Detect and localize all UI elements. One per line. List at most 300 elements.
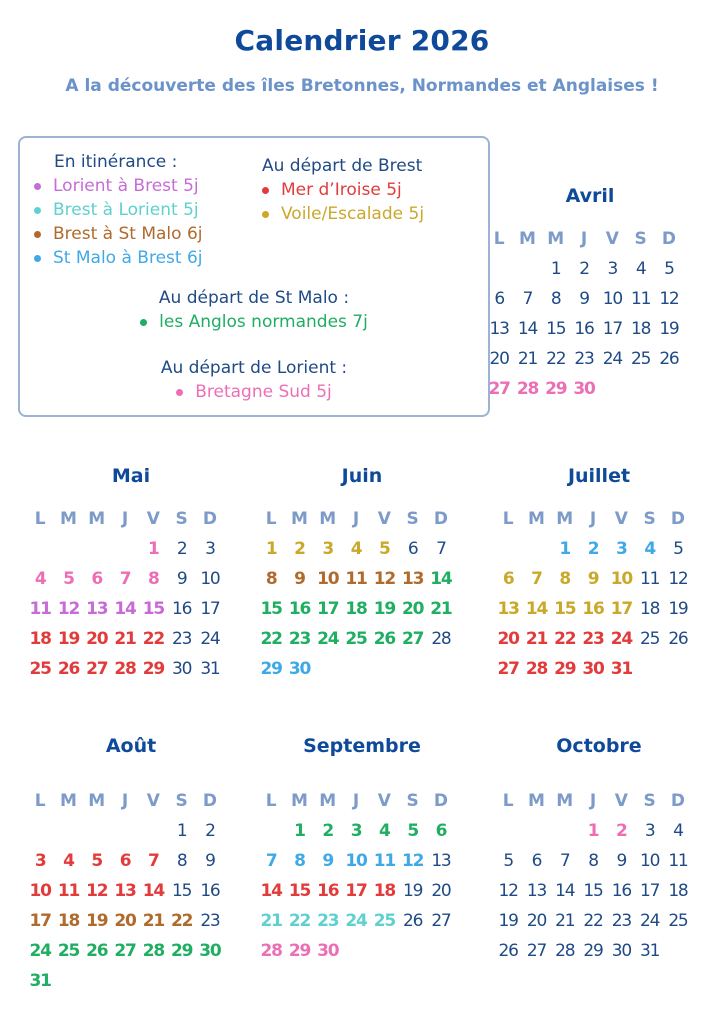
legend-group-stmalo xyxy=(20,286,488,334)
day-cell: 5 xyxy=(63,569,74,589)
day-cell: 19 xyxy=(659,319,679,339)
day-cell: 18 xyxy=(631,319,651,339)
day-cell: 5 xyxy=(91,851,103,871)
day-cell: 9 xyxy=(587,569,599,589)
day-cell: 10 xyxy=(640,851,660,871)
day-cell: 22 xyxy=(554,629,576,649)
day-cell: 21 xyxy=(430,599,452,619)
day-cell: 1 xyxy=(587,821,599,841)
empty-cell xyxy=(26,816,54,846)
day-cell: 15 xyxy=(554,599,576,619)
day-cell: 21 xyxy=(260,911,282,931)
day-cell: 21 xyxy=(555,911,575,931)
day-cell: 24 xyxy=(610,629,632,649)
day-cell: 29 xyxy=(583,941,603,961)
legend-heading: Au départ de Brest xyxy=(262,156,423,176)
day-cell: 17 xyxy=(602,319,622,339)
day-cell: 31 xyxy=(200,659,220,679)
month-name: Juillet xyxy=(567,465,631,487)
day-cell: 19 xyxy=(403,881,423,901)
bullet-icon xyxy=(262,211,269,218)
day-cell: 30 xyxy=(582,659,604,679)
bullet-icon xyxy=(176,389,183,396)
day-cell: 29 xyxy=(260,659,282,679)
day-cell: 20 xyxy=(489,349,509,369)
day-cell: 5 xyxy=(673,539,683,559)
day-cell: 3 xyxy=(616,539,627,559)
day-cell: 24 xyxy=(345,911,367,931)
page-title: Calendrier 2026 xyxy=(234,24,490,57)
weekday-label: V xyxy=(614,791,628,811)
day-cell: 25 xyxy=(631,349,651,369)
day-cell: 25 xyxy=(640,629,660,649)
day-cell: 2 xyxy=(294,539,305,559)
month-grid xyxy=(26,504,236,684)
weekday-label: D xyxy=(202,509,217,529)
legend-item-label: Brest à Lorient 5j xyxy=(53,200,199,220)
day-cell: 13 xyxy=(86,599,108,619)
day-cell: 21 xyxy=(525,629,548,649)
weekday-label: V xyxy=(605,229,619,249)
day-cell: 12 xyxy=(402,851,424,871)
day-cell: 28 xyxy=(260,941,282,961)
weekday-label: M xyxy=(527,509,545,529)
day-cell: 10 xyxy=(610,569,632,589)
day-cell: 28 xyxy=(431,629,451,649)
weekday-label: M xyxy=(290,791,308,811)
day-cell: 4 xyxy=(34,569,46,589)
empty-cell xyxy=(257,816,285,846)
day-cell: 4 xyxy=(635,259,646,279)
day-cell: 15 xyxy=(288,881,311,901)
day-cell: 24 xyxy=(317,629,339,649)
legend-group-itinerance xyxy=(34,150,203,270)
day-cell: 12 xyxy=(668,569,688,589)
day-cell: 7 xyxy=(436,539,446,559)
day-cell: 23 xyxy=(317,911,339,931)
day-cell: 10 xyxy=(29,881,51,901)
day-cell: 8 xyxy=(588,851,598,871)
day-cell: 19 xyxy=(498,911,518,931)
day-cell: 22 xyxy=(583,911,603,931)
day-cell: 18 xyxy=(57,911,80,931)
weekday-label: S xyxy=(634,229,647,249)
month-juin xyxy=(257,462,467,684)
day-cell: 28 xyxy=(555,941,575,961)
legend-item xyxy=(20,380,488,404)
day-cell: 17 xyxy=(317,599,339,619)
day-cell: 9 xyxy=(616,851,627,871)
weekday-label: S xyxy=(175,791,188,811)
month-name: Juin xyxy=(341,465,383,487)
legend-item xyxy=(34,174,203,198)
weekday-label: J xyxy=(589,791,597,811)
day-cell: 20 xyxy=(114,911,136,931)
weekday-label: M xyxy=(88,509,106,529)
legend-heading: Au départ de Lorient : xyxy=(160,358,348,378)
weekday-label: L xyxy=(502,509,514,529)
day-cell: 10 xyxy=(200,569,220,589)
day-cell: 19 xyxy=(668,599,688,619)
day-cell: 20 xyxy=(431,881,451,901)
day-cell: 14 xyxy=(517,319,538,339)
day-cell: 10 xyxy=(317,569,339,589)
day-cell: 9 xyxy=(176,569,187,589)
day-cell: 1 xyxy=(559,539,571,559)
day-cell: 26 xyxy=(659,349,679,369)
empty-cell xyxy=(551,816,579,846)
weekday-label: S xyxy=(643,509,656,529)
day-cell: 13 xyxy=(526,881,547,901)
weekday-label: J xyxy=(589,509,597,529)
empty-cell xyxy=(54,816,82,846)
month-grid xyxy=(26,786,236,996)
day-cell: 23 xyxy=(611,911,631,931)
day-cell: 23 xyxy=(574,349,594,369)
day-cell: 25 xyxy=(373,911,395,931)
day-cell: 4 xyxy=(63,851,74,871)
empty-cell xyxy=(513,254,541,284)
weekday-label: V xyxy=(146,791,160,811)
day-cell: 4 xyxy=(379,821,390,841)
bullet-icon xyxy=(34,207,41,214)
day-cell: 10 xyxy=(345,851,367,871)
day-cell: 17 xyxy=(200,599,220,619)
weekday-label: J xyxy=(121,791,129,811)
day-cell: 1 xyxy=(294,821,305,841)
weekday-label: M xyxy=(59,509,77,529)
day-cell: 26 xyxy=(668,629,688,649)
weekday-label: L xyxy=(502,791,514,811)
day-cell: 1 xyxy=(265,539,277,559)
day-cell: 23 xyxy=(200,911,220,931)
weekday-label: M xyxy=(547,229,565,249)
day-cell: 13 xyxy=(497,599,519,619)
day-cell: 25 xyxy=(668,911,688,931)
day-cell: 25 xyxy=(345,629,367,649)
day-cell: 12 xyxy=(86,881,108,901)
day-cell: 15 xyxy=(583,881,603,901)
day-cell: 3 xyxy=(205,539,215,559)
bullet-icon xyxy=(262,187,269,194)
day-cell: 26 xyxy=(86,941,108,961)
bullet-icon xyxy=(34,183,41,190)
empty-cell xyxy=(111,534,139,564)
empty-cell xyxy=(139,816,167,846)
weekday-label: S xyxy=(643,791,656,811)
day-cell: 8 xyxy=(559,569,571,589)
day-cell: 7 xyxy=(148,851,159,871)
day-cell: 3 xyxy=(322,539,334,559)
legend-heading: En itinérance : xyxy=(54,152,178,172)
weekday-label: M xyxy=(290,509,308,529)
weekday-label: J xyxy=(352,791,360,811)
weekday-label: J xyxy=(121,509,129,529)
month-name: Avril xyxy=(565,185,615,207)
day-cell: 30 xyxy=(172,659,192,679)
day-cell: 5 xyxy=(379,539,390,559)
weekday-label: V xyxy=(377,791,391,811)
day-cell: 31 xyxy=(640,941,660,961)
day-cell: 29 xyxy=(171,941,193,961)
day-cell: 18 xyxy=(373,881,395,901)
day-cell: 10 xyxy=(602,289,622,309)
day-cell: 31 xyxy=(29,971,51,991)
day-cell: 24 xyxy=(200,629,220,649)
day-cell: 9 xyxy=(294,569,305,589)
legend-group-brest xyxy=(262,154,424,226)
weekday-label: D xyxy=(433,791,448,811)
day-cell: 29 xyxy=(545,379,567,399)
day-cell: 28 xyxy=(114,659,136,679)
day-cell: 17 xyxy=(640,881,660,901)
legend-item xyxy=(20,310,488,334)
empty-cell xyxy=(522,816,550,846)
bullet-icon xyxy=(140,319,147,326)
day-cell: 11 xyxy=(668,851,688,871)
day-cell: 3 xyxy=(350,821,362,841)
day-cell: 20 xyxy=(402,599,424,619)
legend-item-label: Brest à St Malo 6j xyxy=(53,224,203,244)
day-cell: 7 xyxy=(522,289,533,309)
day-cell: 2 xyxy=(205,821,215,841)
day-cell: 9 xyxy=(322,851,334,871)
day-cell: 3 xyxy=(34,851,46,871)
day-cell: 21 xyxy=(517,349,538,369)
day-cell: 17 xyxy=(610,599,632,619)
day-cell: 25 xyxy=(29,659,51,679)
day-cell: 2 xyxy=(587,539,599,559)
day-cell: 5 xyxy=(407,821,418,841)
weekday-label: D xyxy=(433,509,448,529)
day-cell: 12 xyxy=(659,289,679,309)
empty-cell xyxy=(111,816,139,846)
day-cell: 16 xyxy=(288,599,311,619)
day-cell: 16 xyxy=(611,881,631,901)
day-cell: 27 xyxy=(488,379,510,399)
day-cell: 12 xyxy=(57,599,80,619)
month-name: Octobre xyxy=(556,735,642,757)
day-cell: 13 xyxy=(114,881,136,901)
legend-heading: Au départ de St Malo : xyxy=(158,288,350,308)
day-cell: 29 xyxy=(288,941,311,961)
day-cell: 16 xyxy=(200,881,220,901)
day-cell: 8 xyxy=(550,289,561,309)
day-cell: 27 xyxy=(402,629,424,649)
day-cell: 5 xyxy=(664,259,674,279)
day-cell: 26 xyxy=(57,659,80,679)
legend-item xyxy=(34,246,203,270)
month-juillet xyxy=(494,462,704,684)
weekday-label: S xyxy=(406,791,419,811)
day-cell: 8 xyxy=(265,569,277,589)
day-cell: 22 xyxy=(288,911,311,931)
day-cell: 17 xyxy=(345,881,367,901)
day-cell: 21 xyxy=(142,911,164,931)
bullet-icon xyxy=(34,255,41,262)
day-cell: 20 xyxy=(86,629,108,649)
month-mai xyxy=(26,462,236,684)
day-cell: 3 xyxy=(644,821,655,841)
empty-cell xyxy=(494,534,522,564)
month-octobre xyxy=(494,732,704,966)
day-cell: 14 xyxy=(525,599,548,619)
day-cell: 12 xyxy=(498,881,518,901)
day-cell: 26 xyxy=(403,911,423,931)
month-septembre xyxy=(257,732,467,966)
weekday-label: V xyxy=(377,509,391,529)
day-cell: 15 xyxy=(172,881,192,901)
legend-item xyxy=(34,222,203,246)
day-cell: 6 xyxy=(407,539,418,559)
day-cell: 13 xyxy=(402,569,424,589)
empty-cell xyxy=(26,534,54,564)
empty-cell xyxy=(494,816,522,846)
day-cell: 1 xyxy=(148,539,159,559)
day-cell: 31 xyxy=(610,659,632,679)
day-cell: 30 xyxy=(317,941,339,961)
day-cell: 13 xyxy=(431,851,451,871)
day-cell: 14 xyxy=(142,881,164,901)
legend-box xyxy=(18,136,490,417)
legend-item-label: Mer d’Iroise 5j xyxy=(281,180,402,200)
weekday-label: D xyxy=(661,229,676,249)
day-cell: 17 xyxy=(29,911,51,931)
empty-cell xyxy=(522,534,550,564)
day-cell: 4 xyxy=(350,539,362,559)
day-cell: 19 xyxy=(57,629,80,649)
day-cell: 22 xyxy=(171,911,193,931)
day-cell: 23 xyxy=(172,629,192,649)
day-cell: 28 xyxy=(516,379,539,399)
day-cell: 27 xyxy=(114,941,136,961)
day-cell: 18 xyxy=(29,629,51,649)
day-cell: 8 xyxy=(148,569,159,589)
day-cell: 29 xyxy=(142,659,164,679)
day-cell: 19 xyxy=(86,911,108,931)
day-cell: 15 xyxy=(546,319,566,339)
day-cell: 11 xyxy=(373,851,395,871)
day-cell: 15 xyxy=(260,599,282,619)
day-cell: 3 xyxy=(607,259,618,279)
day-cell: 21 xyxy=(114,629,136,649)
day-cell: 2 xyxy=(322,821,334,841)
day-cell: 2 xyxy=(616,821,627,841)
weekday-label: V xyxy=(614,509,628,529)
day-cell: 25 xyxy=(57,941,80,961)
day-cell: 13 xyxy=(489,319,509,339)
weekday-label: M xyxy=(556,791,574,811)
day-cell: 22 xyxy=(546,349,566,369)
day-cell: 30 xyxy=(288,659,311,679)
day-cell: 1 xyxy=(550,259,561,279)
legend-group-lorient xyxy=(20,356,488,404)
weekday-label: S xyxy=(175,509,188,529)
weekday-label: M xyxy=(59,791,77,811)
month-name: Août xyxy=(105,735,157,757)
day-cell: 7 xyxy=(531,569,542,589)
legend-item-label: St Malo à Brest 6j xyxy=(53,248,203,268)
weekday-label: L xyxy=(493,229,505,249)
day-cell: 20 xyxy=(526,911,547,931)
day-cell: 11 xyxy=(640,569,660,589)
weekday-label: D xyxy=(202,791,217,811)
legend-item-label: Lorient à Brest 5j xyxy=(53,176,199,196)
day-cell: 2 xyxy=(176,539,187,559)
legend-item xyxy=(262,202,424,226)
day-cell: 30 xyxy=(199,941,221,961)
legend-item-label: Bretagne Sud 5j xyxy=(195,382,332,402)
month-grid xyxy=(485,224,695,404)
day-cell: 8 xyxy=(294,851,305,871)
day-cell: 16 xyxy=(172,599,192,619)
day-cell: 9 xyxy=(205,851,215,871)
weekday-label: S xyxy=(406,509,419,529)
day-cell: 30 xyxy=(573,379,595,399)
empty-cell xyxy=(83,816,111,846)
day-cell: 6 xyxy=(531,851,542,871)
day-cell: 7 xyxy=(119,569,131,589)
day-cell: 7 xyxy=(559,851,570,871)
weekday-label: J xyxy=(580,229,588,249)
month-name: Mai xyxy=(111,465,151,487)
weekday-label: M xyxy=(319,791,337,811)
day-cell: 16 xyxy=(574,319,594,339)
day-cell: 11 xyxy=(631,289,651,309)
day-cell: 19 xyxy=(373,599,395,619)
day-cell: 8 xyxy=(176,851,187,871)
day-cell: 24 xyxy=(640,911,660,931)
day-cell: 16 xyxy=(317,881,339,901)
day-cell: 24 xyxy=(29,941,51,961)
day-cell: 6 xyxy=(91,569,103,589)
day-cell: 11 xyxy=(29,599,51,619)
day-cell: 1 xyxy=(176,821,187,841)
legend-item-label: les Anglos normandes 7j xyxy=(159,312,368,332)
weekday-label: D xyxy=(670,509,685,529)
weekday-label: J xyxy=(352,509,360,529)
weekday-label: M xyxy=(319,509,337,529)
day-cell: 12 xyxy=(373,569,395,589)
day-cell: 22 xyxy=(260,629,282,649)
day-cell: 11 xyxy=(57,881,80,901)
day-cell: 27 xyxy=(86,659,108,679)
month-grid xyxy=(257,786,467,966)
day-cell: 16 xyxy=(582,599,604,619)
day-cell: 30 xyxy=(611,941,631,961)
weekday-label: L xyxy=(34,509,46,529)
day-cell: 6 xyxy=(119,851,131,871)
day-cell: 6 xyxy=(494,289,504,309)
day-cell: 27 xyxy=(431,911,451,931)
bullet-icon xyxy=(34,231,41,238)
day-cell: 18 xyxy=(640,599,660,619)
month-name: Septembre xyxy=(303,735,421,757)
weekday-label: M xyxy=(518,229,536,249)
day-cell: 18 xyxy=(345,599,367,619)
month-aout xyxy=(26,732,236,996)
day-cell: 26 xyxy=(498,941,518,961)
day-cell: 24 xyxy=(602,349,622,369)
day-cell: 2 xyxy=(579,259,589,279)
month-avril xyxy=(485,182,695,404)
day-cell: 23 xyxy=(288,629,311,649)
weekday-label: M xyxy=(88,791,106,811)
weekday-label: V xyxy=(146,509,160,529)
day-cell: 4 xyxy=(673,821,683,841)
weekday-label: L xyxy=(265,509,277,529)
day-cell: 14 xyxy=(430,569,452,589)
